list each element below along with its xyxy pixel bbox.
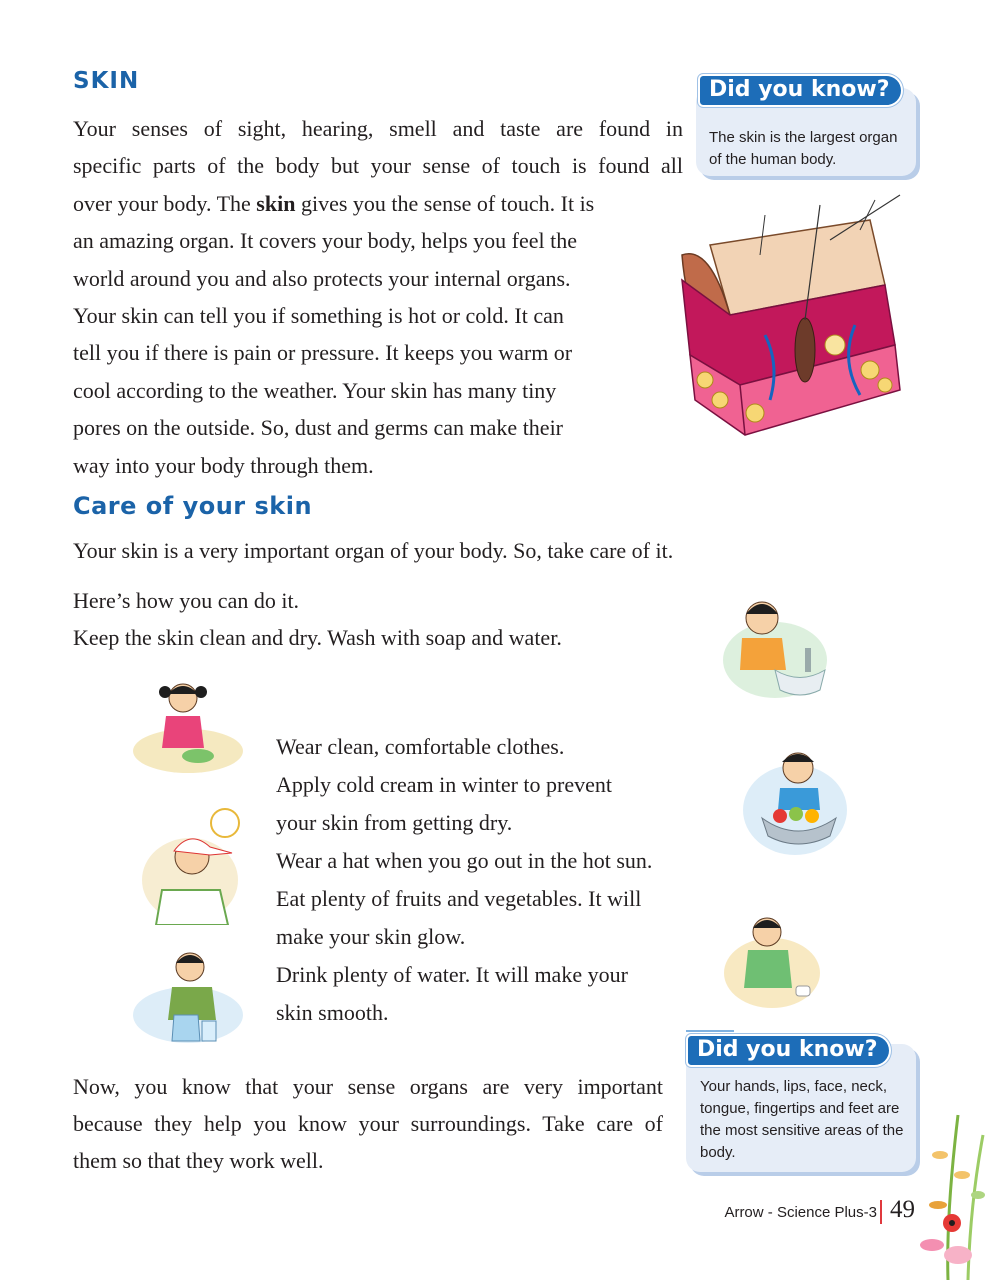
tip-line: Wear clean, comfortable clothes. bbox=[276, 734, 565, 759]
skin-cross-section-illustration bbox=[670, 185, 920, 445]
boy-with-cap-sun-illustration bbox=[140, 795, 255, 925]
page-number: 49 bbox=[890, 1196, 915, 1223]
child-washing-hands-illustration bbox=[720, 590, 835, 705]
conclusion-paragraph: Now, you know that your sense organs are very important because they help you know your surroundings. Take care of them so that they work well. bbox=[73, 1074, 663, 1173]
tip-line: Wear a hat when you go out in the hot sun. bbox=[276, 848, 653, 873]
boy-drinking-water-illustration bbox=[128, 945, 248, 1045]
footer-separator bbox=[880, 1200, 882, 1224]
tip-line: your skin from getting dry. bbox=[276, 810, 513, 835]
care-tip-clean: Keep the skin clean and dry. Wash with soap and water. bbox=[73, 625, 562, 650]
did-you-know-text-2: Your hands, lips, face, neck, tongue, fingertips and feet are the most sensitive areas of the body. bbox=[700, 1078, 904, 1161]
tip-line: skin smooth. bbox=[276, 1000, 389, 1025]
tip-line: Eat plenty of fruits and vegetables. It will bbox=[276, 886, 642, 911]
section-heading-skin: SKIN bbox=[73, 68, 140, 94]
tip-line: make your skin glow. bbox=[276, 924, 466, 949]
care-intro: Your skin is a very important organ of your body. So, take care of it. bbox=[73, 538, 674, 563]
did-you-know-tag-1: Did you know? bbox=[700, 76, 901, 105]
footer-book-title: Arrow - Science Plus-3 bbox=[724, 1204, 877, 1221]
girl-eating-fruits-illustration bbox=[740, 740, 855, 860]
floral-corner-decoration bbox=[918, 1095, 989, 1280]
did-you-know-tag-2: Did you know? bbox=[688, 1036, 889, 1065]
tip-line: Drink plenty of water. It will make your bbox=[276, 962, 628, 987]
care-how: Here’s how you can do it. bbox=[73, 588, 300, 613]
girl-washing-clothes-illustration bbox=[128, 676, 248, 776]
section-heading-care: Care of your skin bbox=[73, 492, 313, 520]
decor-line bbox=[686, 1030, 734, 1032]
keyword-skin: skin bbox=[256, 190, 296, 216]
care-tips-list bbox=[276, 728, 652, 1032]
skin-paragraph: Your senses of sight, hearing, smell and taste are found in specific parts of the body but your sense of touch is found all over your body. The skin gives you the sense of touch. It is an amazing organ. It covers your body, helps you feel the world around you and also protects your internal organs. Your skin can tell you if something is hot or cold. It can tell you if there is pain or pressure. It keeps you warm or cool according to the weather. Your skin has many tiny pores on the outside. So, dust and germs can make their way into your body through them. bbox=[73, 116, 683, 478]
did-you-know-text-1: The skin is the largest organ of the human body. bbox=[709, 129, 898, 168]
tip-line: Apply cold cream in winter to prevent bbox=[276, 772, 613, 797]
boy-applying-cream-illustration bbox=[722, 908, 827, 1013]
